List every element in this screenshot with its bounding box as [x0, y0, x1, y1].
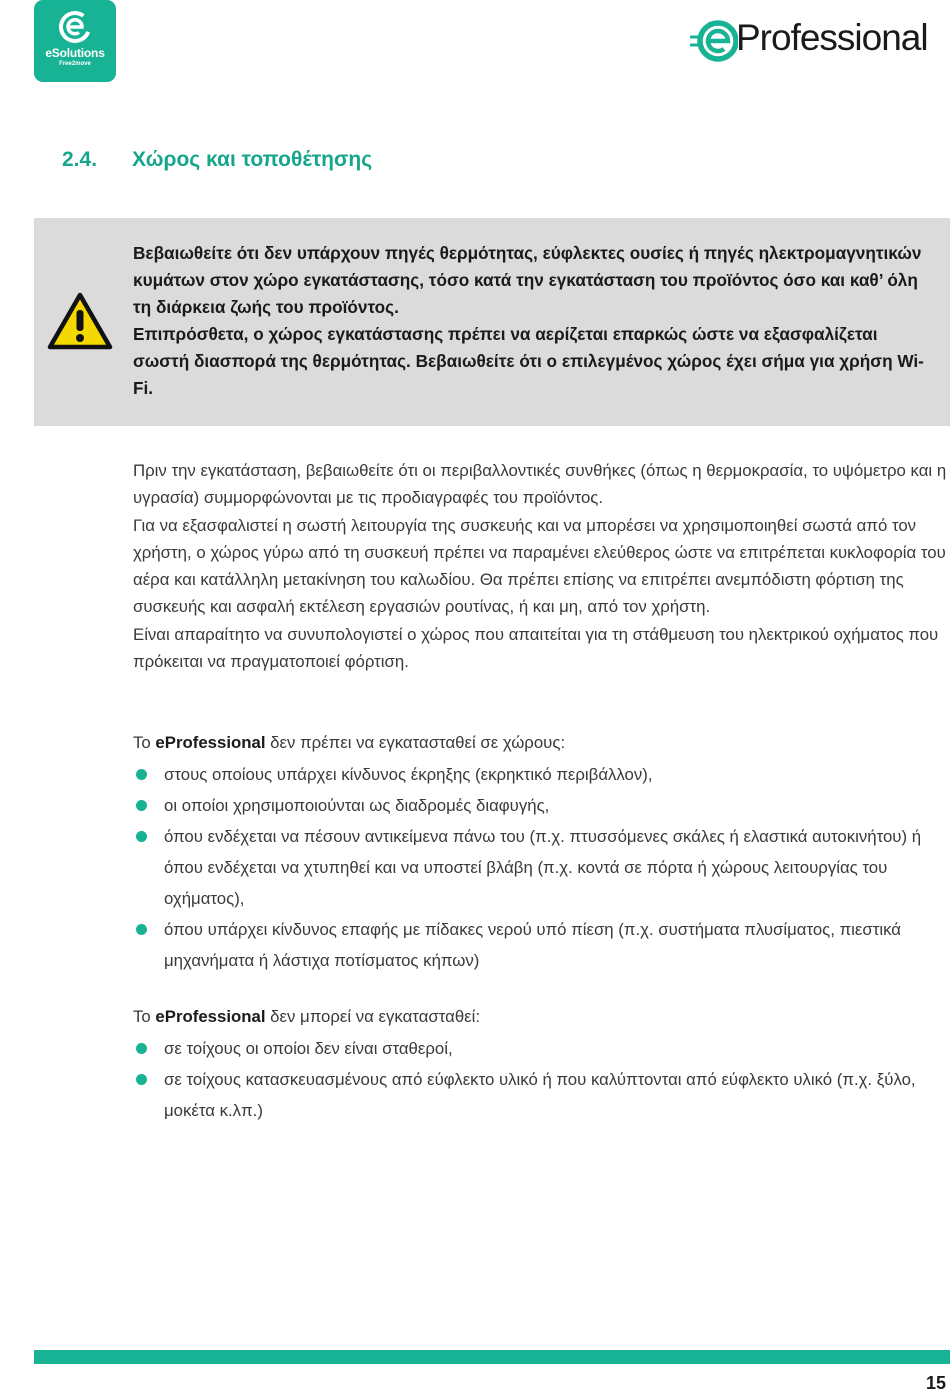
list-intro-prefix: Το — [133, 1007, 151, 1026]
bullet-icon — [136, 1043, 147, 1054]
list-item-text: στους οποίους υπάρχει κίνδυνος έκρηξης (εκρηκτικό περιβάλλον), — [164, 765, 653, 784]
esolutions-logo-subtext: Free2move — [59, 61, 91, 67]
list-intro — [133, 729, 948, 756]
bullet-icon — [136, 769, 147, 780]
body-paragraph: Είναι απαραίτητο να συνυπολογιστεί ο χώρος που απαιτείται για τη στάθμευση του ηλεκτρικού οχήματος που πρόκειται να πραγματοποιεί φόρτιση. — [133, 624, 939, 672]
list-item-text: σε τοίχους κατασκευασμένους από εύφλεκτο υλικό ή που καλύπτονται από εύφλεκτο υλικό (π.χ. ξύλο, μοκέτα κ.λπ.) — [164, 1070, 916, 1120]
warning-paragraph: Βεβαιωθείτε ότι δεν υπάρχουν πηγές θερμότητας, εύφλεκτες ουσίες ή πηγές ηλεκτρομαγνητικών κυμάτων στον χώρο εγκατάστασης, τόσο κατά την εγκατάσταση του προϊόντος όσο και καθ’ όλη τη διάρκεια ζωής του προϊόντος. — [133, 243, 922, 317]
product-name: eProfessional — [155, 1007, 266, 1026]
list-item — [133, 914, 948, 976]
body-text — [133, 457, 948, 675]
bullet-icon — [136, 1074, 147, 1085]
warning-triangle-icon — [47, 292, 113, 350]
warning-paragraph: Επιπρόσθετα, ο χώρος εγκατάστασης πρέπει να αερίζεται επαρκώς ώστε να εξασφαλίζεται σωστή διασπορά της θερμότητας. Βεβαιωθείτε ότι ο επιλεγμένος χώρος έχει σήμα για χρήση Wi-Fi. — [133, 324, 924, 398]
bullet-icon — [136, 800, 147, 811]
list-item — [133, 1033, 948, 1064]
list-item-text: όπου ενδέχεται να πέσουν αντικείμενα πάνω του (π.χ. πτυσσόμενες σκάλες ή ελαστικά αυτοκινήτου) ή όπου ενδέχεται να χτυπηθεί και να υποστεί βλάβη (π.χ. κοντά σε πόρτα ή χώρους λειτουργίας του οχήματος), — [164, 827, 922, 908]
eprofessional-logo-text: Professional — [736, 17, 928, 58]
esolutions-logo — [34, 0, 116, 82]
warning-box — [34, 218, 950, 426]
esolutions-logo-text: eSolutions — [45, 46, 105, 60]
list-intro-suffix: δεν μπορεί να εγκατασταθεί: — [270, 1007, 481, 1026]
page-number: 15 — [925, 1373, 946, 1393]
list-intro-suffix: δεν πρέπει να εγκατασταθεί σε χώρους: — [270, 733, 566, 752]
forbidden-locations-list — [133, 759, 948, 976]
list-intro — [133, 1003, 948, 1030]
body-paragraph: Πριν την εγκατάσταση, βεβαιωθείτε ότι οι περιβαλλοντικές συνθήκες (όπως η θερμοκρασία, το υψόμετρο και η υγρασία) συμμορφώνονται με τις προδιαγραφές του προϊόντος. — [133, 461, 947, 508]
section-title: Χώρος και τοποθέτησης — [132, 148, 373, 171]
list-intro-prefix: Το — [133, 733, 151, 752]
product-name: eProfessional — [155, 733, 266, 752]
list-item-text: όπου υπάρχει κίνδυνος επαφής με πίδακες νερού υπό πίεση (π.χ. συστήματα πλυσίματος, πιεστικά μηχανήματα ή λάστιχα ποτίσματος κήπων) — [164, 920, 901, 970]
list-item-text: σε τοίχους οι οποίοι δεν είναι σταθεροί, — [164, 1039, 453, 1058]
footer-bar — [34, 1350, 950, 1364]
e-plug-logo-icon — [688, 17, 738, 65]
section-heading — [62, 148, 372, 172]
bullet-icon — [136, 831, 147, 842]
list-item — [133, 1064, 948, 1126]
list-item — [133, 821, 948, 914]
list-item — [133, 759, 948, 790]
bullet-icon — [136, 924, 147, 935]
forbidden-walls-list — [133, 1033, 948, 1126]
list-item — [133, 790, 948, 821]
e-plug-logo-icon — [58, 10, 92, 44]
body-paragraph: Για να εξασφαλιστεί η σωστή λειτουργία της συσκευής και να μπορέσει να χρησιμοποιηθεί σωστά από τον χρήστη, ο χώρος γύρω από τη συσκευή πρέπει να παραμένει ελεύθερος ώστε να επιτρέπεται κυκλοφορία του αέρα και κατάλληλη μετακίνηση του καλωδίου. Θα πρέπει επίσης να επιτρέπει ανεμπόδιστη φόρτιση της συσκευής και ασφαλή εκτέλεση εργασιών ρουτίνας, ή και μη, από τον χρήστη. — [133, 515, 946, 617]
list-item-text: οι οποίοι χρησιμοποιούνται ως διαδρομές διαφυγής, — [164, 796, 550, 815]
eprofessional-logo — [688, 15, 950, 67]
warning-text — [133, 240, 933, 402]
section-number: 2.4. — [62, 148, 98, 171]
